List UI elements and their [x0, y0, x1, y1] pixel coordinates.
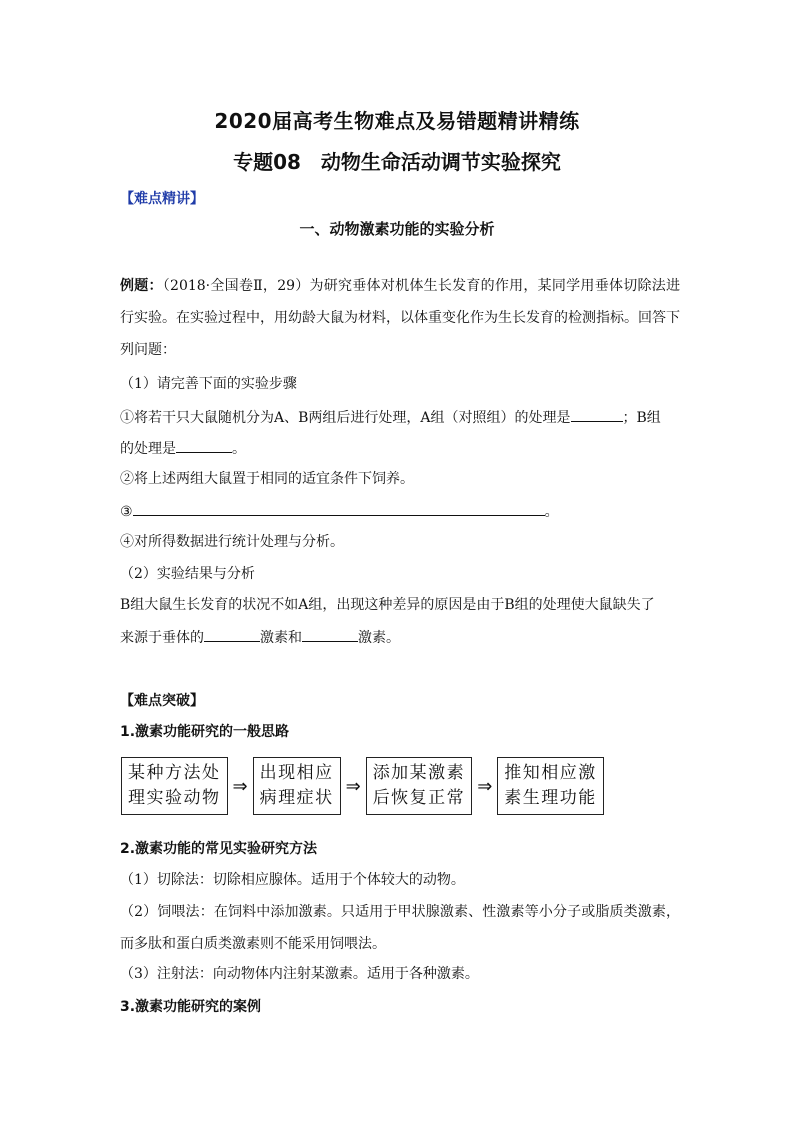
step-1-line-b: 的处理是 。	[120, 437, 246, 459]
topic-subtitle: 专题08 动物生命活动调节实验探究	[233, 150, 561, 174]
breakthrough-tag: 【难点突破】	[120, 693, 204, 709]
answer-blank[interactable]	[204, 626, 260, 642]
method-3: （3）注射法：向动物体内注射某激素。适用于各种激素。	[120, 966, 479, 982]
flow-step: 推知相应激 素生理功能	[497, 757, 604, 815]
example-label: 例题：	[120, 278, 163, 294]
step-4: ④对所得数据进行统计处理与分析。	[120, 534, 344, 550]
step-2: ②将上述两组大鼠置于相同的适宜条件下饲养。	[120, 471, 414, 487]
difficult-points-tag: 【难点精讲】	[120, 191, 204, 207]
answer-blank[interactable]	[133, 500, 545, 516]
research-flow-diagram	[121, 757, 604, 815]
method-1: （1）切除法：切除相应腺体。适用于个体较大的动物。	[120, 872, 465, 888]
right-arrow-icon: ⇒	[477, 775, 493, 797]
section-title: 一、动物激素功能的实验分析	[299, 220, 495, 238]
question-1: （1）请完善下面的实验步骤	[120, 376, 297, 392]
answer-blank[interactable]	[176, 437, 232, 453]
result-line-b: 来源于垂体的 激素和 激素。	[120, 626, 400, 648]
right-arrow-icon: ⇒	[232, 775, 248, 797]
example-text: （2018·全国卷Ⅱ，29）为研究垂体对机体生长发育的作用，某同学用垂体切除法进行实验。在实验过程中，用幼龄大鼠为材料，以体重变化作为生长发育的检测指标。回答下列问题：	[120, 278, 680, 358]
step-3: ③ 。	[120, 500, 559, 522]
heading-3: 3.激素功能研究的案例	[120, 999, 262, 1015]
flow-step: 某种方法处 理实验动物	[121, 757, 228, 815]
answer-blank[interactable]	[571, 406, 623, 422]
flow-step: 添加某激素 后恢复正常	[366, 757, 473, 815]
right-arrow-icon: ⇒	[345, 775, 361, 797]
heading-1: 1.激素功能研究的一般思路	[120, 724, 290, 740]
method-2: （2）饲喂法：在饲料中添加激素。只适用于甲状腺激素、性激素等小分子或脂质类激素，而多肽和蛋白质类激素则不能采用饲喂法。	[120, 904, 680, 952]
document-title: 2020届高考生物难点及易错题精讲精练	[214, 109, 580, 133]
step-1-line-a: ①将若干只大鼠随机分为A、B两组后进行处理，A组（对照组）的处理是 ；B组	[120, 406, 661, 428]
example-paragraph	[120, 270, 680, 366]
heading-2: 2.激素功能的常见实验研究方法	[120, 841, 318, 857]
question-2: （2）实验结果与分析	[120, 566, 255, 582]
flow-step: 出现相应 病理症状	[253, 757, 341, 815]
result-line-a: B组大鼠生长发育的状况不如A组，出现这种差异的原因是由于B组的处理使大鼠缺失了	[120, 597, 655, 613]
answer-blank[interactable]	[302, 626, 358, 642]
